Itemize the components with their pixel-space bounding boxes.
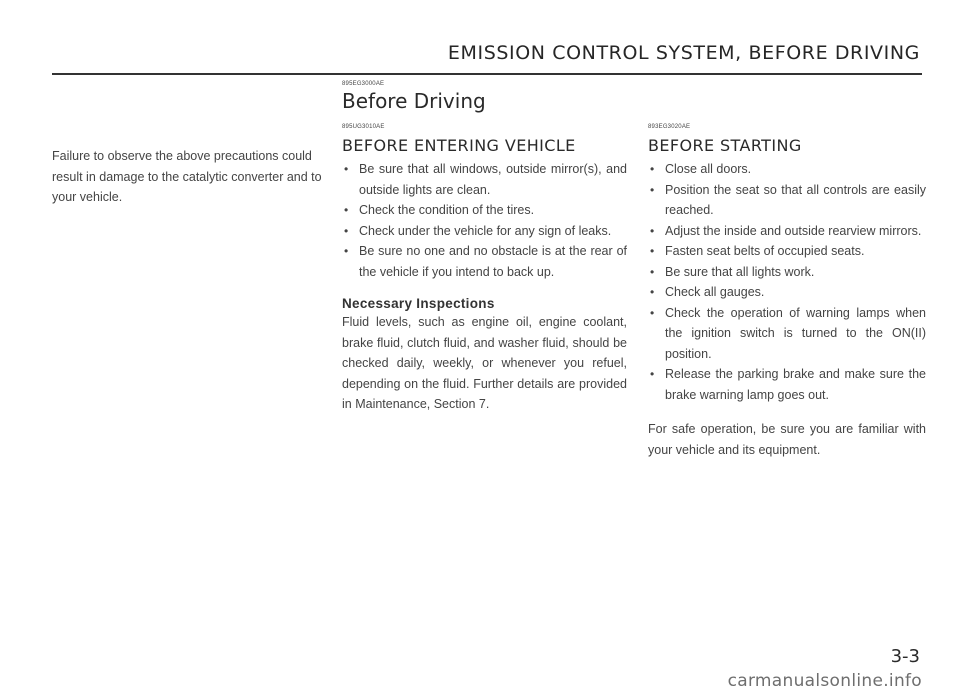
- watermark-text: carmanualsonline.info: [727, 671, 922, 691]
- before-starting-list: [648, 159, 926, 405]
- page-number: 3-3: [890, 646, 920, 667]
- inspections-text: Fluid levels, such as engine oil, engine coolant, brake fluid, clutch fluid, and washer fluid, should be checked daily, weekly, or whenever you refuel, depending on the fluid. Further details are provided in Maintenance, Section 7.: [342, 315, 627, 411]
- header-divider: [52, 73, 922, 75]
- section-code: 895EG3000AE: [342, 81, 385, 87]
- list-item: • Be sure that all lights work.: [650, 264, 815, 279]
- before-entering-list: [342, 159, 627, 282]
- list-item: • Check all gauges.: [650, 285, 765, 299]
- closing-note: For safe operation, be sure you are familiar with your vehicle and its equipment.: [648, 422, 926, 457]
- list-item: • Fasten seat belts of occupied seats.: [650, 244, 865, 258]
- section-title: Before Driving: [342, 89, 486, 113]
- page-header-title: EMISSION CONTROL SYSTEM, BEFORE DRIVING: [447, 42, 920, 64]
- list-item: • Position the seat so that all controls are easily reached.: [650, 182, 926, 217]
- before-starting-section: [648, 124, 926, 460]
- list-item: • Adjust the inside and outside rearview mirrors.: [650, 223, 922, 238]
- list-item: • Be sure no one and no obstacle is at the rear of the vehicle if you intend to back up.: [344, 244, 627, 279]
- list-item: • Be sure that all windows, outside mirror(s), and outside lights are clean.: [344, 162, 627, 197]
- before-starting-heading: BEFORE STARTING: [648, 136, 802, 155]
- left-column-text: Failure to observe the above precautions could result in damage to the catalytic converter and to your vehicle.: [52, 149, 322, 204]
- inspections-heading: Necessary Inspections: [342, 296, 495, 311]
- list-item: • Check the condition of the tires.: [344, 203, 535, 217]
- before-entering-code: 895UG3010AE: [342, 124, 385, 130]
- before-starting-code: 893EG3020AE: [648, 124, 691, 130]
- before-entering-section: [342, 124, 627, 415]
- list-item: • Check under the vehicle for any sign of leaks.: [344, 223, 612, 238]
- list-item: • Check the operation of warning lamps when the ignition switch is turned to the ON(II) position.: [650, 305, 926, 361]
- list-item: • Close all doors.: [650, 162, 752, 176]
- before-entering-heading: BEFORE ENTERING VEHICLE: [342, 136, 576, 155]
- list-item: • Release the parking brake and make sure the brake warning lamp goes out.: [650, 367, 926, 402]
